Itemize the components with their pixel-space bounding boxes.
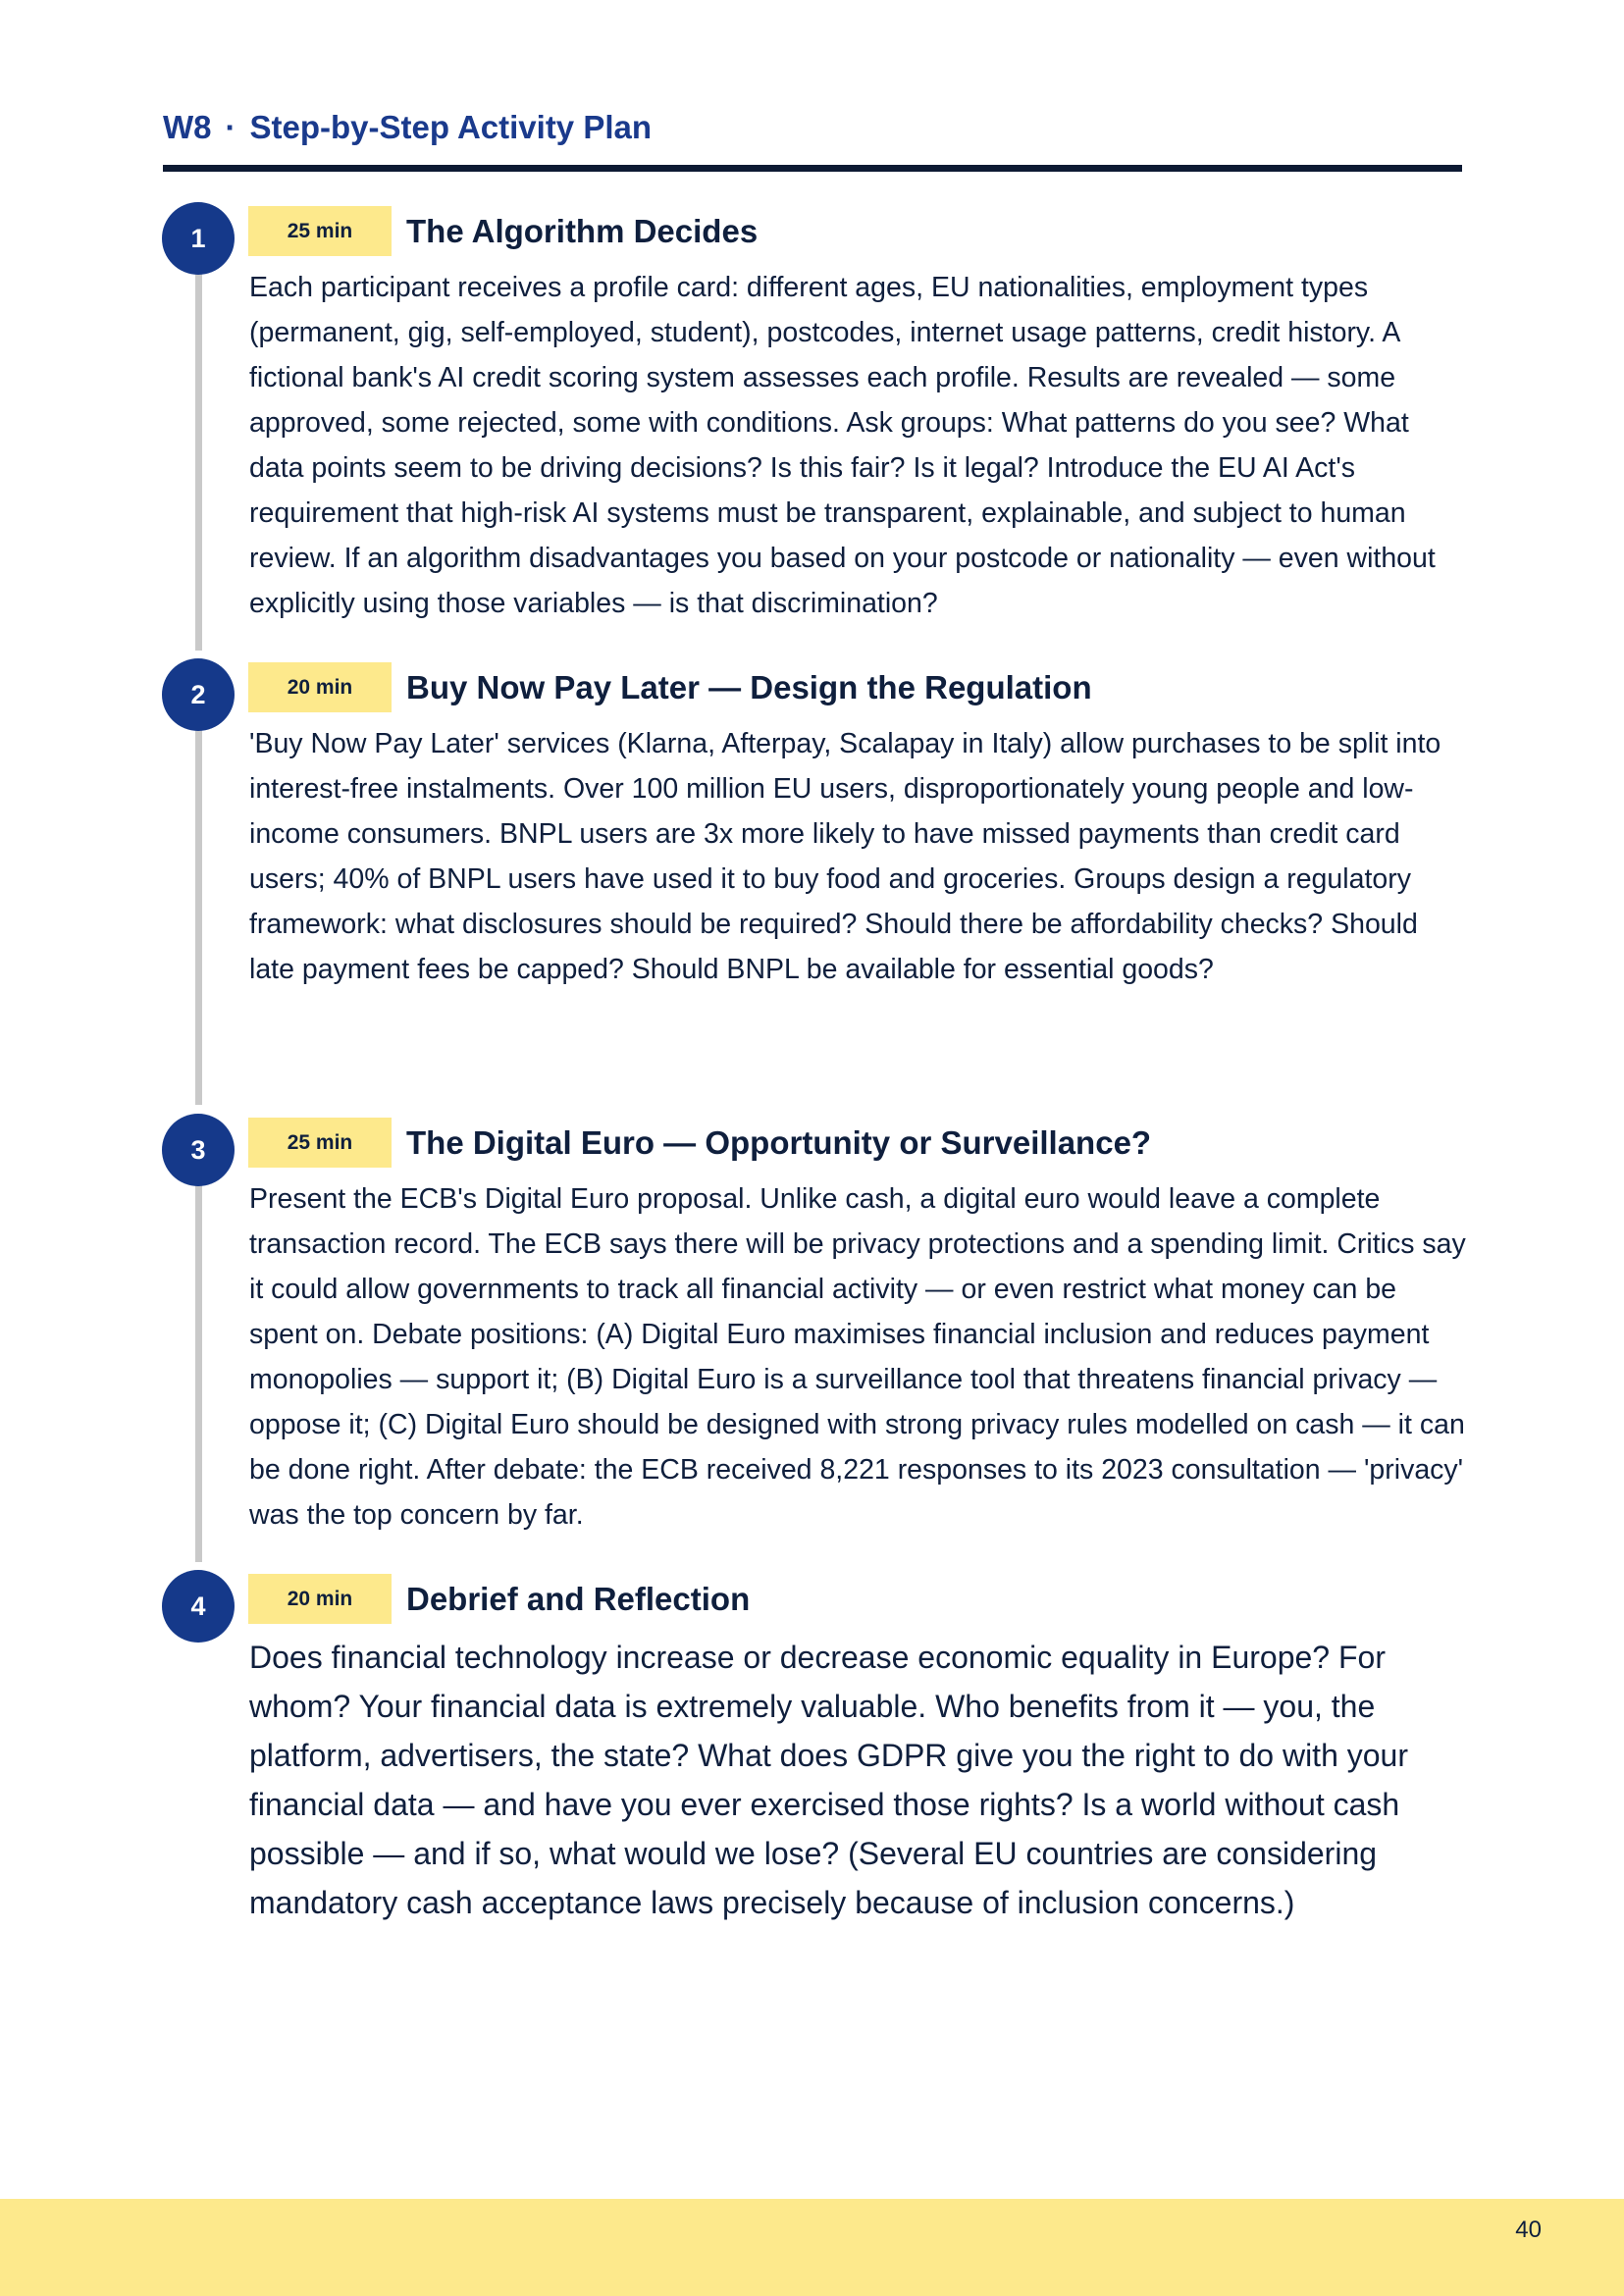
step-description: 'Buy Now Pay Later' services (Klarna, Afterpay, Scalapay in Italy) allow purchases to be split into interest-free instalments. Over 100 million EU users, disproportionately young people and low-income consumers. BNPL users are 3x more likely to have missed payments than credit card users; 40% of BNPL users have used it to buy food and groceries. Groups design a regulatory framework: what disclosures should be required? Should there be affordability checks? Should late payment fees be capped? Should BNPL be available for essential goods? [249,728,1441,985]
step-number: 4 [162,1570,235,1643]
page-header [163,106,1462,149]
step-number: 3 [162,1114,235,1186]
duration-badge: 20 min [248,662,392,712]
step-number: 2 [162,658,235,731]
step-description: Does financial technology increase or decrease economic equality in Europe? For whom? Your financial data is extremely valuable. Who benefits from it — you, the platform, advertisers, the state? What does GDPR give you the right to do with your financial data — and have you ever exercised those rights? Is a world without cash possible — and if so, what would we lose? (Several EU countries are considering mandatory cash acceptance laws precisely because of inclusion concerns.) [249,1640,1408,1920]
step-title: Buy Now Pay Later — Design the Regulation [406,669,1092,705]
week-label: W8 [163,109,212,145]
step-description: Each participant receives a profile card: different ages, EU nationalities, employment types (permanent, gig, self-employed, student), postcodes, internet usage patterns, credit history. A fictional bank's AI credit scoring system assesses each profile. Results are revealed — some approved, some rejected, some with conditions. Ask groups: What patterns do you see? What data points seem to be driving decisions? Is this fair? Is it legal? Introduce the EU AI Act's requirement that high-risk AI systems must be transparent, explainable, and subject to human review. If an algorithm disadvantages you based on your postcode or nationality — even without explicitly using those variables — is that discrimination? [249,272,1436,619]
duration-badge: 20 min [248,1574,392,1624]
duration-badge: 25 min [248,206,392,256]
page-footer-band [0,2199,1624,2296]
step-title: The Digital Euro — Opportunity or Surveillance? [406,1124,1152,1161]
duration-badge: 25 min [248,1118,392,1168]
page-title: Step-by-Step Activity Plan [249,109,653,145]
timeline-connector [195,1150,202,1562]
step-title: Debrief and Reflection [406,1581,751,1617]
header-separator: · [225,109,236,145]
page-number: 40 [1515,2217,1542,2243]
step-number: 1 [162,202,235,275]
header-divider [163,165,1462,172]
timeline-connector [195,238,202,651]
step-title: The Algorithm Decides [406,213,759,249]
timeline-connector [195,695,202,1105]
step-description: Present the ECB's Digital Euro proposal. Unlike cash, a digital euro would leave a complete transaction record. The ECB says there will be privacy protections and a spending limit. Critics say it could allow governments to track all financial activity — or even restrict what money can be spent on. Debate positions: (A) Digital Euro maximises financial inclusion and reduces payment monopolies — support it; (B) Digital Euro is a surveillance tool that threatens financial privacy — oppose it; (C) Digital Euro should be designed with strong privacy rules modelled on cash — it can be done right. After debate: the ECB received 8,221 responses to its 2023 consultation — 'privacy' was the top concern by far. [249,1183,1466,1531]
